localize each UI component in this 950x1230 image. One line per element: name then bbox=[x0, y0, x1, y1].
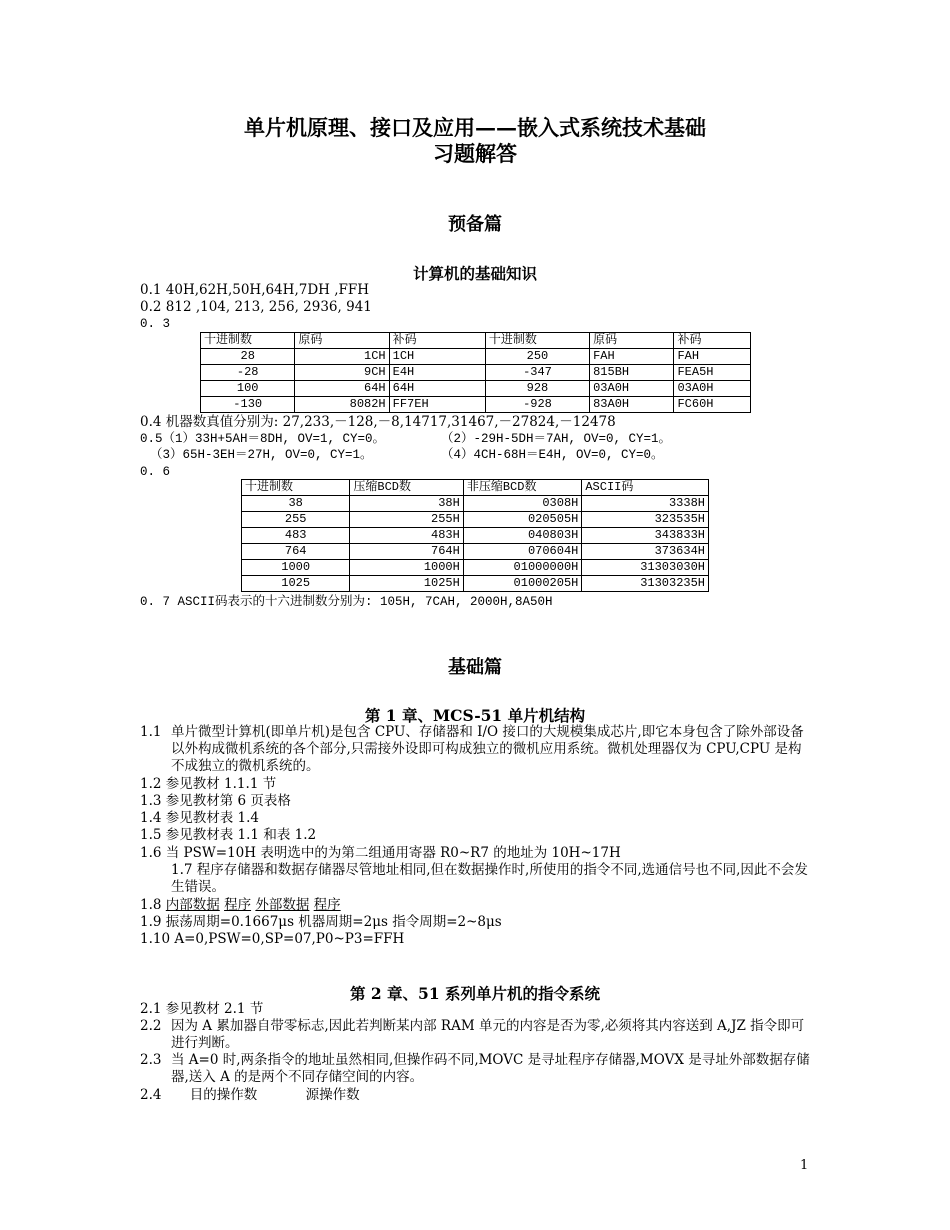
answer-2-3 bbox=[140, 1052, 815, 1086]
table-cell: -347 bbox=[485, 365, 589, 381]
table-header-cell: 非压缩BCD数 bbox=[463, 480, 582, 496]
basic-heading: 基础篇 bbox=[448, 657, 502, 678]
answer-2-1: 2.1 参见教材 2.1 节 bbox=[140, 1001, 264, 1017]
table-row bbox=[242, 560, 709, 576]
document-title-line1: 单片机原理、接口及应用——嵌入式系统技术基础 bbox=[244, 115, 706, 140]
table-cell: 9CH bbox=[295, 365, 389, 381]
table-cell: -130 bbox=[201, 397, 295, 413]
table-row bbox=[242, 512, 709, 528]
answer-1-1 bbox=[140, 724, 815, 775]
table-cell: 1CH bbox=[389, 349, 485, 365]
table-header-row bbox=[242, 480, 709, 496]
table-cell: FC60H bbox=[674, 397, 751, 413]
table-cell: FF7EH bbox=[389, 397, 485, 413]
answer-2-4-number: 2.4 bbox=[140, 1087, 162, 1103]
table-cell: 483 bbox=[242, 528, 350, 544]
answer-1-8 bbox=[140, 897, 341, 914]
table-cell: 3338H bbox=[582, 496, 709, 512]
table-header-cell: 十进制数 bbox=[201, 333, 295, 349]
answer-1-10: 1.10 A=0,PSW=0,SP=07,P0~P3=FFH bbox=[140, 931, 405, 947]
table-cell: 255H bbox=[350, 512, 463, 528]
table-cell: -28 bbox=[201, 365, 295, 381]
answer-0-4: 0.4 机器数真值分别为: 27,233,－128,－8,14717,31467,－27824,－12478 bbox=[140, 414, 616, 430]
answer-1-1-number: 1.1 bbox=[140, 724, 162, 740]
table-cell: 483H bbox=[350, 528, 463, 544]
answer-2-2 bbox=[140, 1018, 815, 1052]
table-header-cell: 原码 bbox=[590, 333, 674, 349]
table-cell: 1CH bbox=[295, 349, 389, 365]
chapter-2-heading: 第 2 章、51 系列单片机的指令系统 bbox=[349, 984, 601, 1003]
table-cell: 070604H bbox=[463, 544, 582, 560]
table-cell: 8082H bbox=[295, 397, 389, 413]
table-cell: 03A0H bbox=[674, 381, 751, 397]
table-header-cell: 十进制数 bbox=[485, 333, 589, 349]
chapter-1-heading: 第 1 章、MCS-51 单片机结构 bbox=[364, 706, 586, 725]
table-cell: 815BH bbox=[590, 365, 674, 381]
table-cell: 1025H bbox=[350, 576, 463, 592]
table-cell: 1025 bbox=[242, 576, 350, 592]
table-row bbox=[201, 381, 751, 397]
answer-1-6: 1.6 当 PSW=10H 表明选中的为第二组通用寄器 R0~R7 的地址为 10H~17H bbox=[140, 845, 621, 861]
table-cell: 64H bbox=[295, 381, 389, 397]
table-header-cell: 补码 bbox=[674, 333, 751, 349]
answer-1-5: 1.5 参见教材表 1.1 和表 1.2 bbox=[140, 827, 317, 843]
answer-1-4: 1.4 参见教材表 1.4 bbox=[140, 810, 260, 826]
table-cell: 020505H bbox=[463, 512, 582, 528]
prep-section-heading: 计算机的基础知识 bbox=[412, 264, 537, 283]
prep-heading: 预备篇 bbox=[448, 214, 502, 235]
document-title-line2: 习题解答 bbox=[433, 141, 517, 166]
table-cell: 323535H bbox=[582, 512, 709, 528]
table-header-cell: 补码 bbox=[389, 333, 485, 349]
answer-2-2-text: 因为 A 累加器自带零标志,因此若判断某内部 RAM 单元的内容是否为零,必须将其内容送到 A,JZ 指令即可进行判断。 bbox=[171, 1018, 805, 1051]
answer-1-8-item-1: 内部数据 bbox=[165, 897, 220, 913]
table-row bbox=[242, 544, 709, 560]
answer-1-1-text: 单片微型计算机(即单片机)是包含 CPU、存储器和 I/O 接口的大规模集成芯片,即它本身包含了除外部设备以外构成微机系统的各个部分,只需接外设即可构成独立的微机应用系统。微机处理器仅为 CPU,CPU 是构不成独立的微机系统的。 bbox=[171, 724, 804, 774]
answer-0-5-d: （4）4CH-68H＝E4H, OV=0, CY=0。 bbox=[441, 448, 664, 462]
code-conversion-table bbox=[200, 332, 751, 413]
table-cell: 1000H bbox=[350, 560, 463, 576]
answer-0-5-a: 0.5（1）33H+5AH＝8DH, OV=1, CY=0。 bbox=[140, 432, 386, 446]
table-cell: FEA5H bbox=[674, 365, 751, 381]
table-cell: FAH bbox=[674, 349, 751, 365]
table-row bbox=[242, 528, 709, 544]
table-cell: 31303030H bbox=[582, 560, 709, 576]
answer-1-8-number: 1.8 bbox=[140, 897, 162, 913]
table-header-cell: 压缩BCD数 bbox=[350, 480, 463, 496]
table-cell: 764H bbox=[350, 544, 463, 560]
answer-2-4-dest: 目的操作数 bbox=[189, 1087, 258, 1103]
table-cell: 100 bbox=[201, 381, 295, 397]
table-cell: 03A0H bbox=[590, 381, 674, 397]
answer-0-3-label: 0. 3 bbox=[140, 317, 171, 331]
answer-0-1: 0.1 40H,62H,50H,64H,7DH ,FFH bbox=[140, 282, 370, 298]
table-cell: 28 bbox=[201, 349, 295, 365]
table-cell: FAH bbox=[590, 349, 674, 365]
table-cell: 250 bbox=[485, 349, 589, 365]
table-cell: -928 bbox=[485, 397, 589, 413]
answer-2-4 bbox=[140, 1087, 360, 1104]
table-cell: 31303235H bbox=[582, 576, 709, 592]
table-cell: E4H bbox=[389, 365, 485, 381]
table-header-row bbox=[201, 333, 751, 349]
answer-1-7: 1.7 程序存储器和数据存储器尽管地址相同,但在数据操作时,所使用的指令不同,选通信号也不同,因此不会发生错误。 bbox=[171, 862, 808, 895]
table-header-cell: 原码 bbox=[295, 333, 389, 349]
answer-2-3-number: 2.3 bbox=[140, 1052, 162, 1068]
table-row bbox=[242, 496, 709, 512]
answer-0-6-label: 0. 6 bbox=[140, 465, 171, 479]
answer-2-2-number: 2.2 bbox=[140, 1018, 162, 1034]
answer-1-3: 1.3 参见教材第 6 页表格 bbox=[140, 793, 291, 809]
table-cell: 01000000H bbox=[463, 560, 582, 576]
table-cell: 255 bbox=[242, 512, 350, 528]
answer-0-5-b: （2）-29H-5DH＝7AH, OV=0, CY=1。 bbox=[441, 432, 672, 446]
table-row bbox=[242, 576, 709, 592]
answer-1-9: 1.9 振荡周期=0.1667μs 机器周期=2μs 指令周期=2~8μs bbox=[140, 914, 502, 930]
table-row bbox=[201, 397, 751, 413]
table-row bbox=[201, 349, 751, 365]
answer-0-7: 0. 7 ASCII码表示的十六进制数分别为: 105H, 7CAH, 2000H,8A50H bbox=[140, 595, 553, 609]
answer-1-2: 1.2 参见教材 1.1.1 节 bbox=[140, 776, 277, 792]
answer-1-8-item-4: 程序 bbox=[313, 897, 341, 913]
table-cell: 83A0H bbox=[590, 397, 674, 413]
table-cell: 764 bbox=[242, 544, 350, 560]
answer-0-5-c: （3）65H-3EH＝27H, OV=0, CY=1。 bbox=[150, 448, 373, 462]
answer-2-4-src: 源操作数 bbox=[305, 1087, 360, 1103]
table-cell: 040803H bbox=[463, 528, 582, 544]
table-header-cell: ASCII码 bbox=[582, 480, 709, 496]
table-cell: 64H bbox=[389, 381, 485, 397]
table-cell: 0308H bbox=[463, 496, 582, 512]
table-cell: 1000 bbox=[242, 560, 350, 576]
table-cell: 373634H bbox=[582, 544, 709, 560]
table-cell: 928 bbox=[485, 381, 589, 397]
answer-2-3-text: 当 A=0 时,两条指令的地址虽然相同,但操作码不同,MOVC 是寻址程序存储器,MOVX 是寻址外部数据存储器,送入 A 的是两个不同存储空间的内容。 bbox=[171, 1052, 810, 1085]
table-cell: 38 bbox=[242, 496, 350, 512]
page-number: 1 bbox=[800, 1158, 809, 1173]
answer-0-2: 0.2 812 ,104, 213, 256, 2936, 941 bbox=[140, 299, 372, 315]
table-header-cell: 十进制数 bbox=[242, 480, 350, 496]
answer-1-8-item-3: 外部数据 bbox=[255, 897, 310, 913]
answer-1-8-item-2: 程序 bbox=[224, 897, 252, 913]
table-cell: 01000205H bbox=[463, 576, 582, 592]
table-cell: 343833H bbox=[582, 528, 709, 544]
table-cell: 38H bbox=[350, 496, 463, 512]
bcd-ascii-table bbox=[241, 479, 709, 592]
table-row bbox=[201, 365, 751, 381]
